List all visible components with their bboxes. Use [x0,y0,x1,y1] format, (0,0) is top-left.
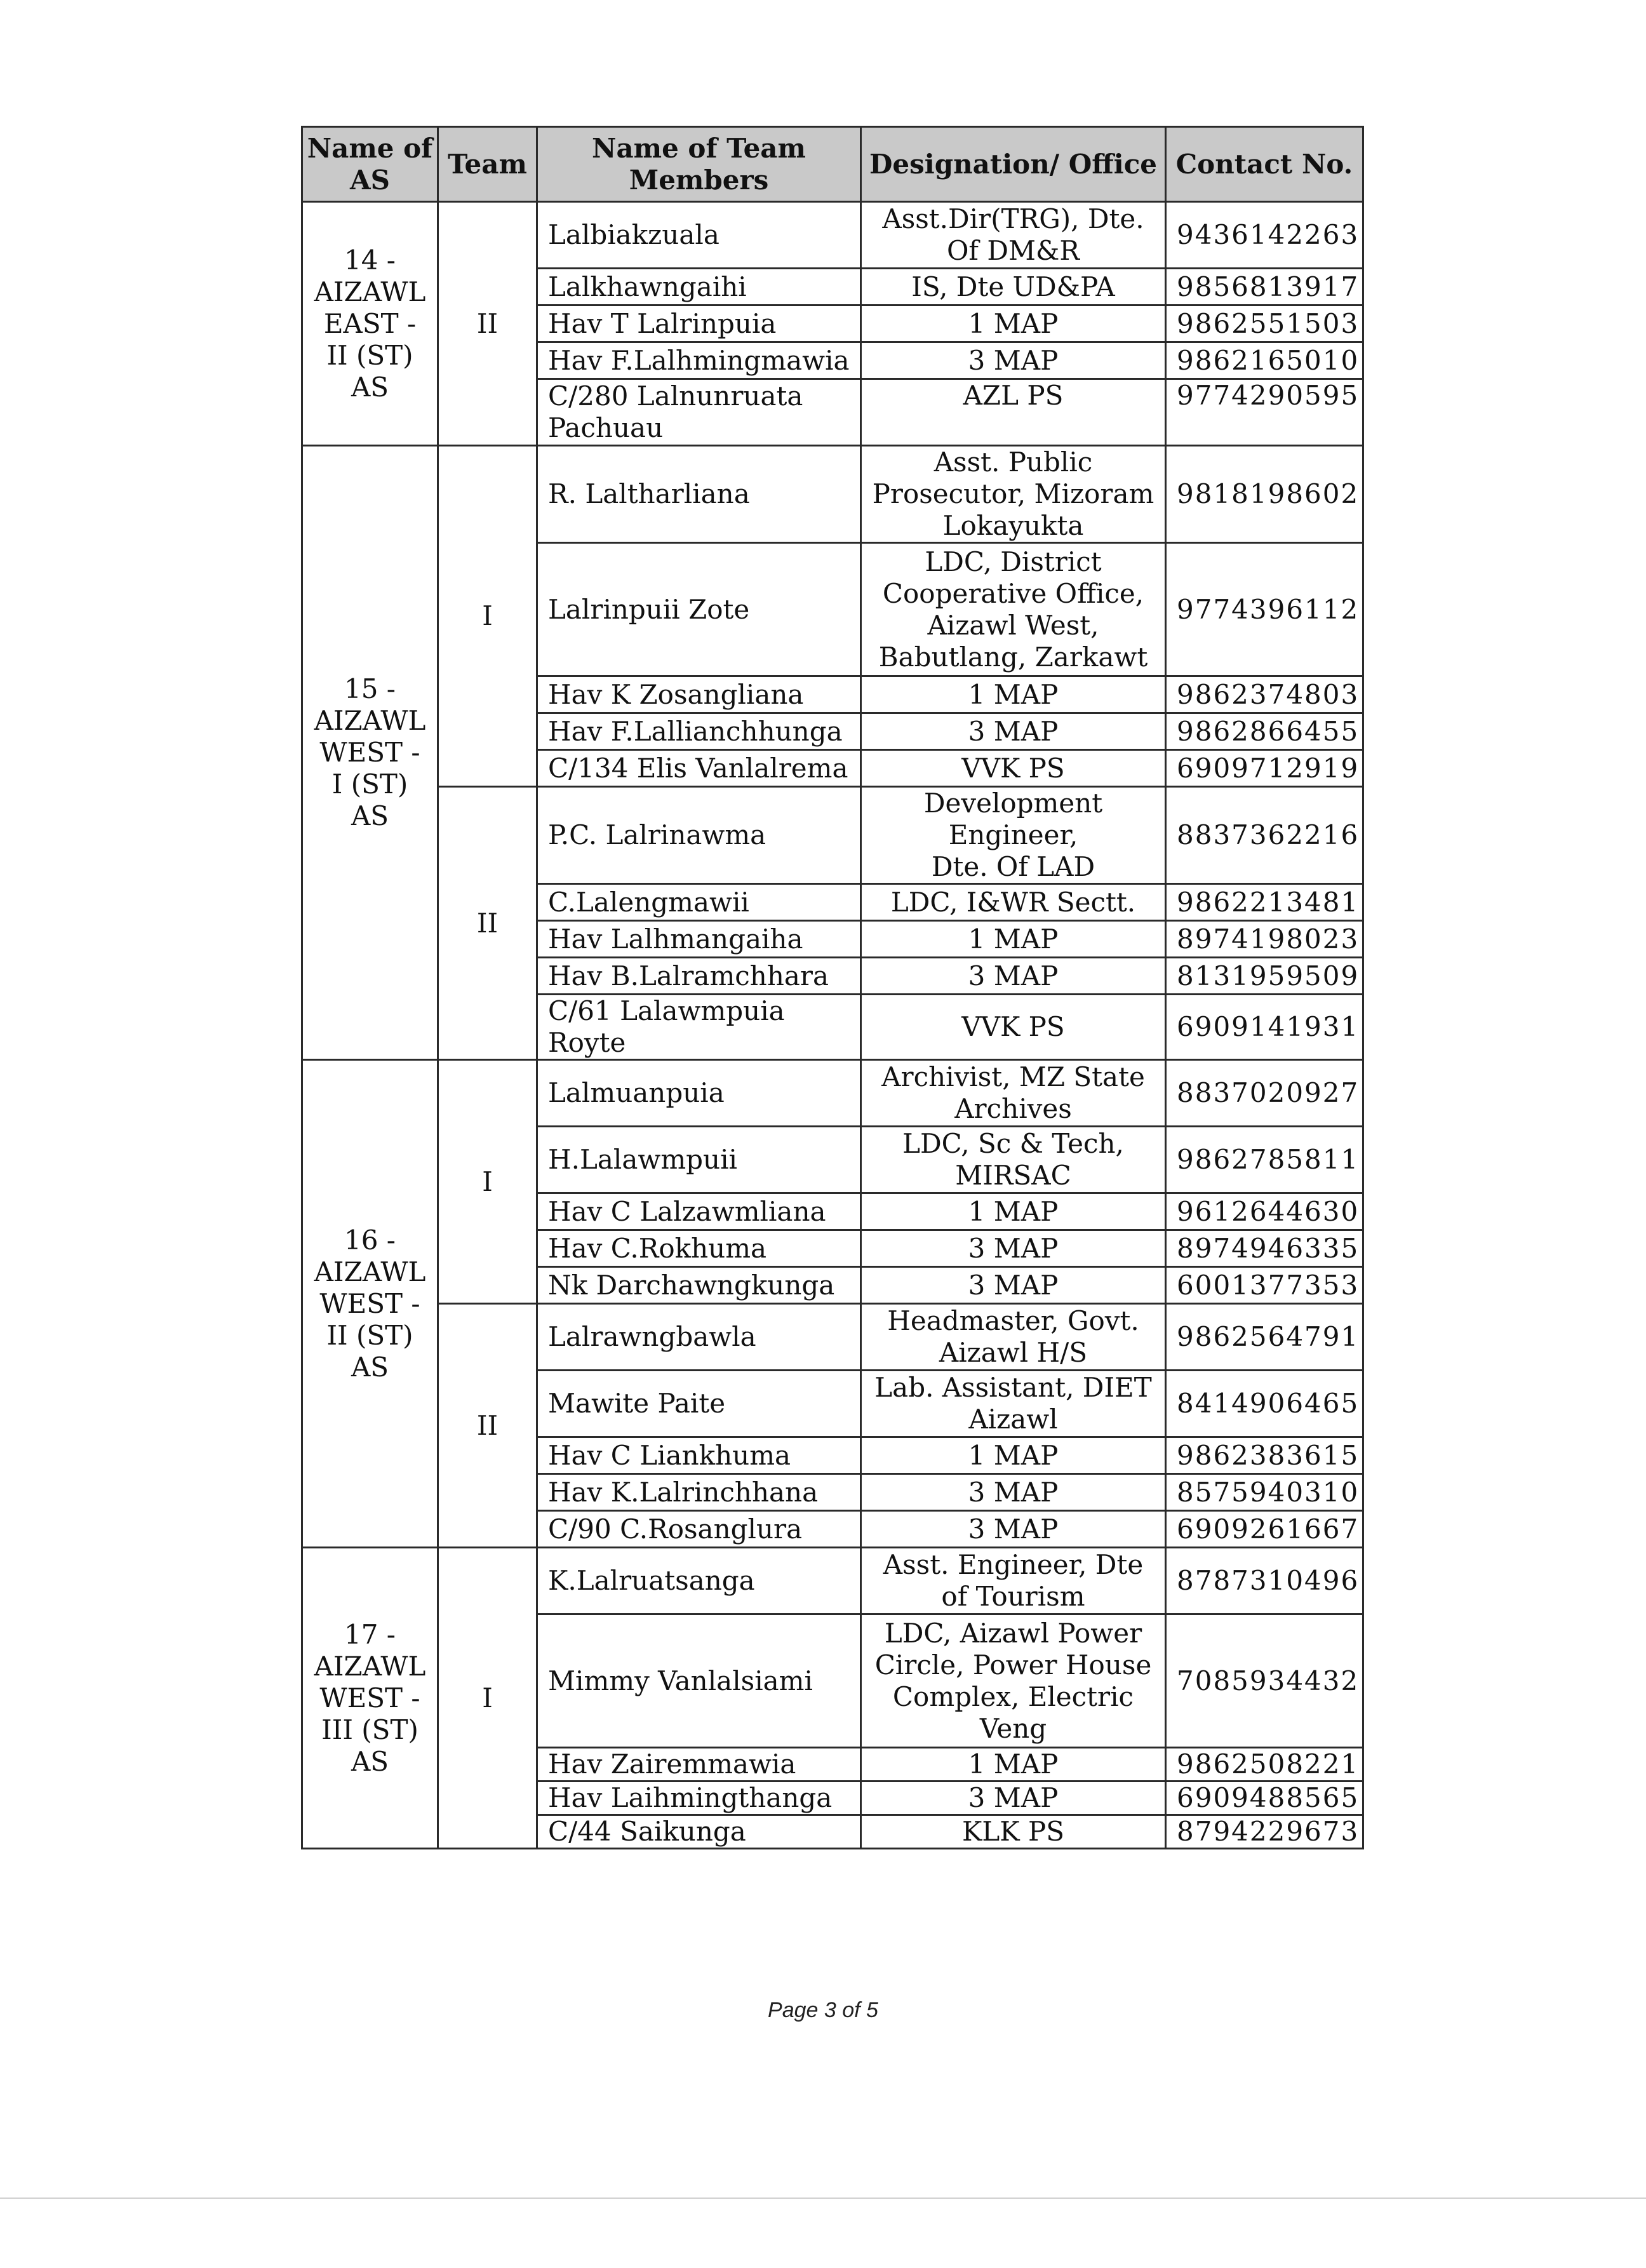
as-name-cell: 15 - AIZAWL WEST - I (ST) AS [302,446,438,1060]
member-name: K.Lalruatsanga [537,1548,861,1614]
member-designation: 3 MAP [861,1267,1166,1304]
table-row [302,1548,1363,1614]
member-name: Hav B.Lalramchhara [537,958,861,995]
member-designation: Archivist, MZ State Archives [861,1060,1166,1127]
member-contact: 8414906465 [1166,1371,1363,1437]
member-designation: AZL PS [861,379,1166,446]
member-contact: 9862785811 [1166,1127,1363,1193]
member-designation: Headmaster, Govt. Aizawl H/S [861,1304,1166,1371]
member-designation: Lab. Assistant, DIET Aizawl [861,1371,1166,1437]
member-name: Hav C Lalzawmliana [537,1193,861,1230]
member-name: C.Lalengmawii [537,884,861,921]
member-contact: 6909141931 [1166,995,1363,1060]
member-contact: 9862564791 [1166,1304,1363,1371]
member-name: H.Lalawmpuii [537,1127,861,1193]
member-designation: Development Engineer, Dte. Of LAD [861,787,1166,884]
table-header-row [302,127,1363,202]
member-name: Hav F.Lalhmingmawia [537,342,861,379]
member-contact: 7085934432 [1166,1614,1363,1748]
member-name: Hav K.Lalrinchhana [537,1474,861,1511]
member-contact: 6909712919 [1166,750,1363,787]
member-contact: 9862551503 [1166,305,1363,342]
header-name-of-as: Name of AS [302,127,438,202]
member-designation: 3 MAP [861,1474,1166,1511]
team-cell: II [438,787,537,1060]
as-name-cell: 17 - AIZAWL WEST - III (ST) AS [302,1548,438,1849]
scan-edge-line [0,2198,1646,2199]
team-members-table [301,126,1364,1849]
member-contact: 9436142263 [1166,202,1363,269]
header-team: Team [438,127,537,202]
member-designation: 1 MAP [861,1437,1166,1474]
member-contact: 9774396112 [1166,543,1363,676]
member-contact: 9862866455 [1166,713,1363,750]
member-name: P.C. Lalrinawma [537,787,861,884]
member-designation: VVK PS [861,995,1166,1060]
page-number: Page 3 of 5 [768,1998,878,2022]
member-name: C/280 Lalnunruata Pachuau [537,379,861,446]
team-cell: II [438,202,537,446]
member-designation: 1 MAP [861,1748,1166,1782]
member-contact: 9862213481 [1166,884,1363,921]
member-designation: 3 MAP [861,342,1166,379]
member-designation: Asst. Public Prosecutor, Mizoram Lokayukta [861,446,1166,543]
member-name: Nk Darchawngkunga [537,1267,861,1304]
member-contact: 9862165010 [1166,342,1363,379]
member-name: Lalmuanpuia [537,1060,861,1127]
member-designation: KLK PS [861,1815,1166,1849]
member-contact: 9612644630 [1166,1193,1363,1230]
as-name-cell: 14 - AIZAWL EAST - II (ST) AS [302,202,438,446]
member-name: C/90 C.Rosanglura [537,1511,861,1548]
table-row [302,446,1363,543]
member-contact: 9818198602 [1166,446,1363,543]
member-contact: 9862508221 [1166,1748,1363,1782]
member-designation: Asst. Engineer, Dte of Tourism [861,1548,1166,1614]
member-designation: 1 MAP [861,1193,1166,1230]
member-designation: 1 MAP [861,305,1166,342]
member-name: Hav F.Lallianchhunga [537,713,861,750]
member-contact: 8787310496 [1166,1548,1363,1614]
member-designation: 3 MAP [861,1230,1166,1267]
member-name: Hav Laihmingthanga [537,1782,861,1815]
member-designation: LDC, Aizawl Power Circle, Power House Complex, Electric Veng [861,1614,1166,1748]
member-designation: VVK PS [861,750,1166,787]
member-name: Lalrawngbawla [537,1304,861,1371]
member-name: Hav Zairemmawia [537,1748,861,1782]
table-row [302,1060,1363,1127]
member-name: C/44 Saikunga [537,1815,861,1849]
member-designation: 3 MAP [861,1782,1166,1815]
table-row [302,787,1363,884]
header-name-of-team-members: Name of Team Members [537,127,861,202]
member-designation: LDC, I&WR Sectt. [861,884,1166,921]
member-designation: 3 MAP [861,958,1166,995]
member-contact: 6909261667 [1166,1511,1363,1548]
member-contact: 8837362216 [1166,787,1363,884]
table-row [302,202,1363,269]
member-designation: 1 MAP [861,921,1166,958]
member-designation: 3 MAP [861,713,1166,750]
member-contact: 9862374803 [1166,676,1363,713]
member-contact: 8794229673 [1166,1815,1363,1849]
team-cell: II [438,1304,537,1548]
member-designation: Asst.Dir(TRG), Dte. Of DM&R [861,202,1166,269]
member-name: Hav C.Rokhuma [537,1230,861,1267]
member-contact: 8575940310 [1166,1474,1363,1511]
member-contact: 6909488565 [1166,1782,1363,1815]
member-designation: IS, Dte UD&PA [861,269,1166,305]
member-contact: 8131959509 [1166,958,1363,995]
member-name: Hav C Liankhuma [537,1437,861,1474]
member-name: C/134 Elis Vanlalrema [537,750,861,787]
as-name-cell: 16 - AIZAWL WEST - II (ST) AS [302,1060,438,1548]
member-name: Hav K Zosangliana [537,676,861,713]
member-name: Hav Lalhmangaiha [537,921,861,958]
member-contact: 6001377353 [1166,1267,1363,1304]
member-contact: 8974946335 [1166,1230,1363,1267]
member-designation: LDC, District Cooperative Office, Aizawl West, Babutlang, Zarkawt [861,543,1166,676]
member-name: Lalbiakzuala [537,202,861,269]
member-designation: 1 MAP [861,676,1166,713]
header-designation: Designation/ Office [861,127,1166,202]
member-name: Hav T Lalrinpuia [537,305,861,342]
team-cell: I [438,1060,537,1304]
member-contact: 8974198023 [1166,921,1363,958]
table-row [302,1304,1363,1371]
team-cell: I [438,1548,537,1849]
member-contact: 9774290595 [1166,379,1363,446]
member-name: Mawite Paite [537,1371,861,1437]
member-contact: 9862383615 [1166,1437,1363,1474]
header-contact: Contact No. [1166,127,1363,202]
member-name: Mimmy Vanlalsiami [537,1614,861,1748]
member-contact: 9856813917 [1166,269,1363,305]
team-cell: I [438,446,537,787]
member-name: C/61 Lalawmpuia Royte [537,995,861,1060]
member-designation: LDC, Sc & Tech, MIRSAC [861,1127,1166,1193]
member-name: Lalkhawngaihi [537,269,861,305]
member-name: R. Laltharliana [537,446,861,543]
member-contact: 8837020927 [1166,1060,1363,1127]
member-designation: 3 MAP [861,1511,1166,1548]
member-name: Lalrinpuii Zote [537,543,861,676]
